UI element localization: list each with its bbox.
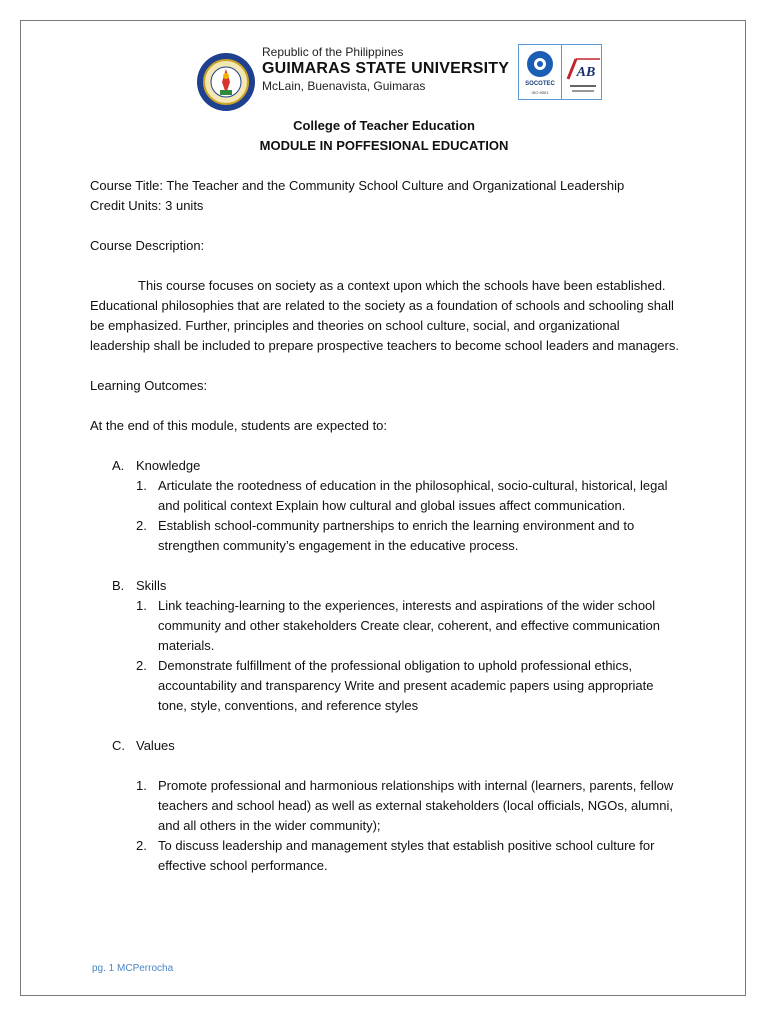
list-item: 2. Establish school-community partnerships to enrich the learning environment and to strengthen community’s engagement in the educative process. [136, 518, 635, 553]
accreditation-icon [562, 45, 604, 99]
svg-text:AB: AB [576, 65, 596, 80]
ab-logo [562, 45, 604, 99]
document-header [0, 0, 768, 110]
university-location: McLain, Buenavista, Guimaras [262, 79, 426, 93]
module-titles [0, 116, 768, 156]
list-item: 1. Promote professional and harmonious relationships with internal (learners, parents, fellow teachers and school head) as well as external stakeholders (local officials, NGOs, alumni, and all others in the wider community); [136, 778, 674, 833]
credit-units: Credit Units: 3 units [90, 198, 204, 213]
course-title: Course Title: The Teacher and the Community School Culture and Organizational Leadership [90, 178, 625, 193]
svg-text:SOCOTEC: SOCOTEC [525, 81, 555, 87]
header-text-block [262, 45, 509, 93]
section-title: Skills [136, 578, 167, 593]
course-description-label: Course Description: [90, 238, 205, 253]
section-title: Values [136, 738, 175, 753]
section-skills [112, 576, 680, 716]
republic-text: Republic of the Philippines [262, 45, 404, 59]
university-seal-icon [196, 52, 256, 112]
section-knowledge [112, 456, 680, 556]
section-letter: A. [112, 458, 125, 473]
list-item: 2. To discuss leadership and management styles that establish positive school culture for effective school performance. [136, 838, 655, 873]
page-footer: pg. 1 MCPerrocha [92, 963, 174, 974]
list-item: 2. Demonstrate fulfillment of the professional obligation to uphold professional ethics, accountability and transparency Write and present academic papers using appropriate tone, style, conventions, and reference styles [136, 658, 654, 713]
socotec-logo [519, 45, 562, 99]
outcomes-intro: At the end of this module, students are expected to: [90, 418, 388, 433]
module-title: MODULE IN POFFESIONAL EDUCATION [259, 138, 509, 153]
svg-text:ISO 9001: ISO 9001 [531, 90, 549, 95]
section-title: Knowledge [136, 458, 201, 473]
list-item: 1. Articulate the rootedness of education in the philosophical, socio-cultural, historical, legal and political context Explain how cultural and global issues affect communication. [136, 478, 668, 513]
college-title: College of Teacher Education [293, 118, 475, 133]
socotec-icon [519, 45, 561, 99]
certification-logos [518, 44, 602, 100]
learning-outcomes-label: Learning Outcomes: [90, 378, 208, 393]
list-item: 1. Link teaching-learning to the experiences, interests and aspirations of the wider school community and other stakeholders Create clear, coherent, and effective communication materials. [136, 598, 660, 653]
module-body [90, 176, 680, 876]
section-letter: C. [112, 738, 125, 753]
section-letter: B. [112, 578, 125, 593]
course-description: This course focuses on society as a context upon which the schools have been established. Educational philosophies that are related to the society as a foundation of schools and schooling shall be emphasized. Further, principles and theories on school culture, social, and organizational leadership shall be included to prepare prospective teachers to become school leaders and managers. [90, 278, 679, 353]
section-values [112, 736, 680, 876]
university-name: GUIMARAS STATE UNIVERSITY [262, 60, 510, 77]
